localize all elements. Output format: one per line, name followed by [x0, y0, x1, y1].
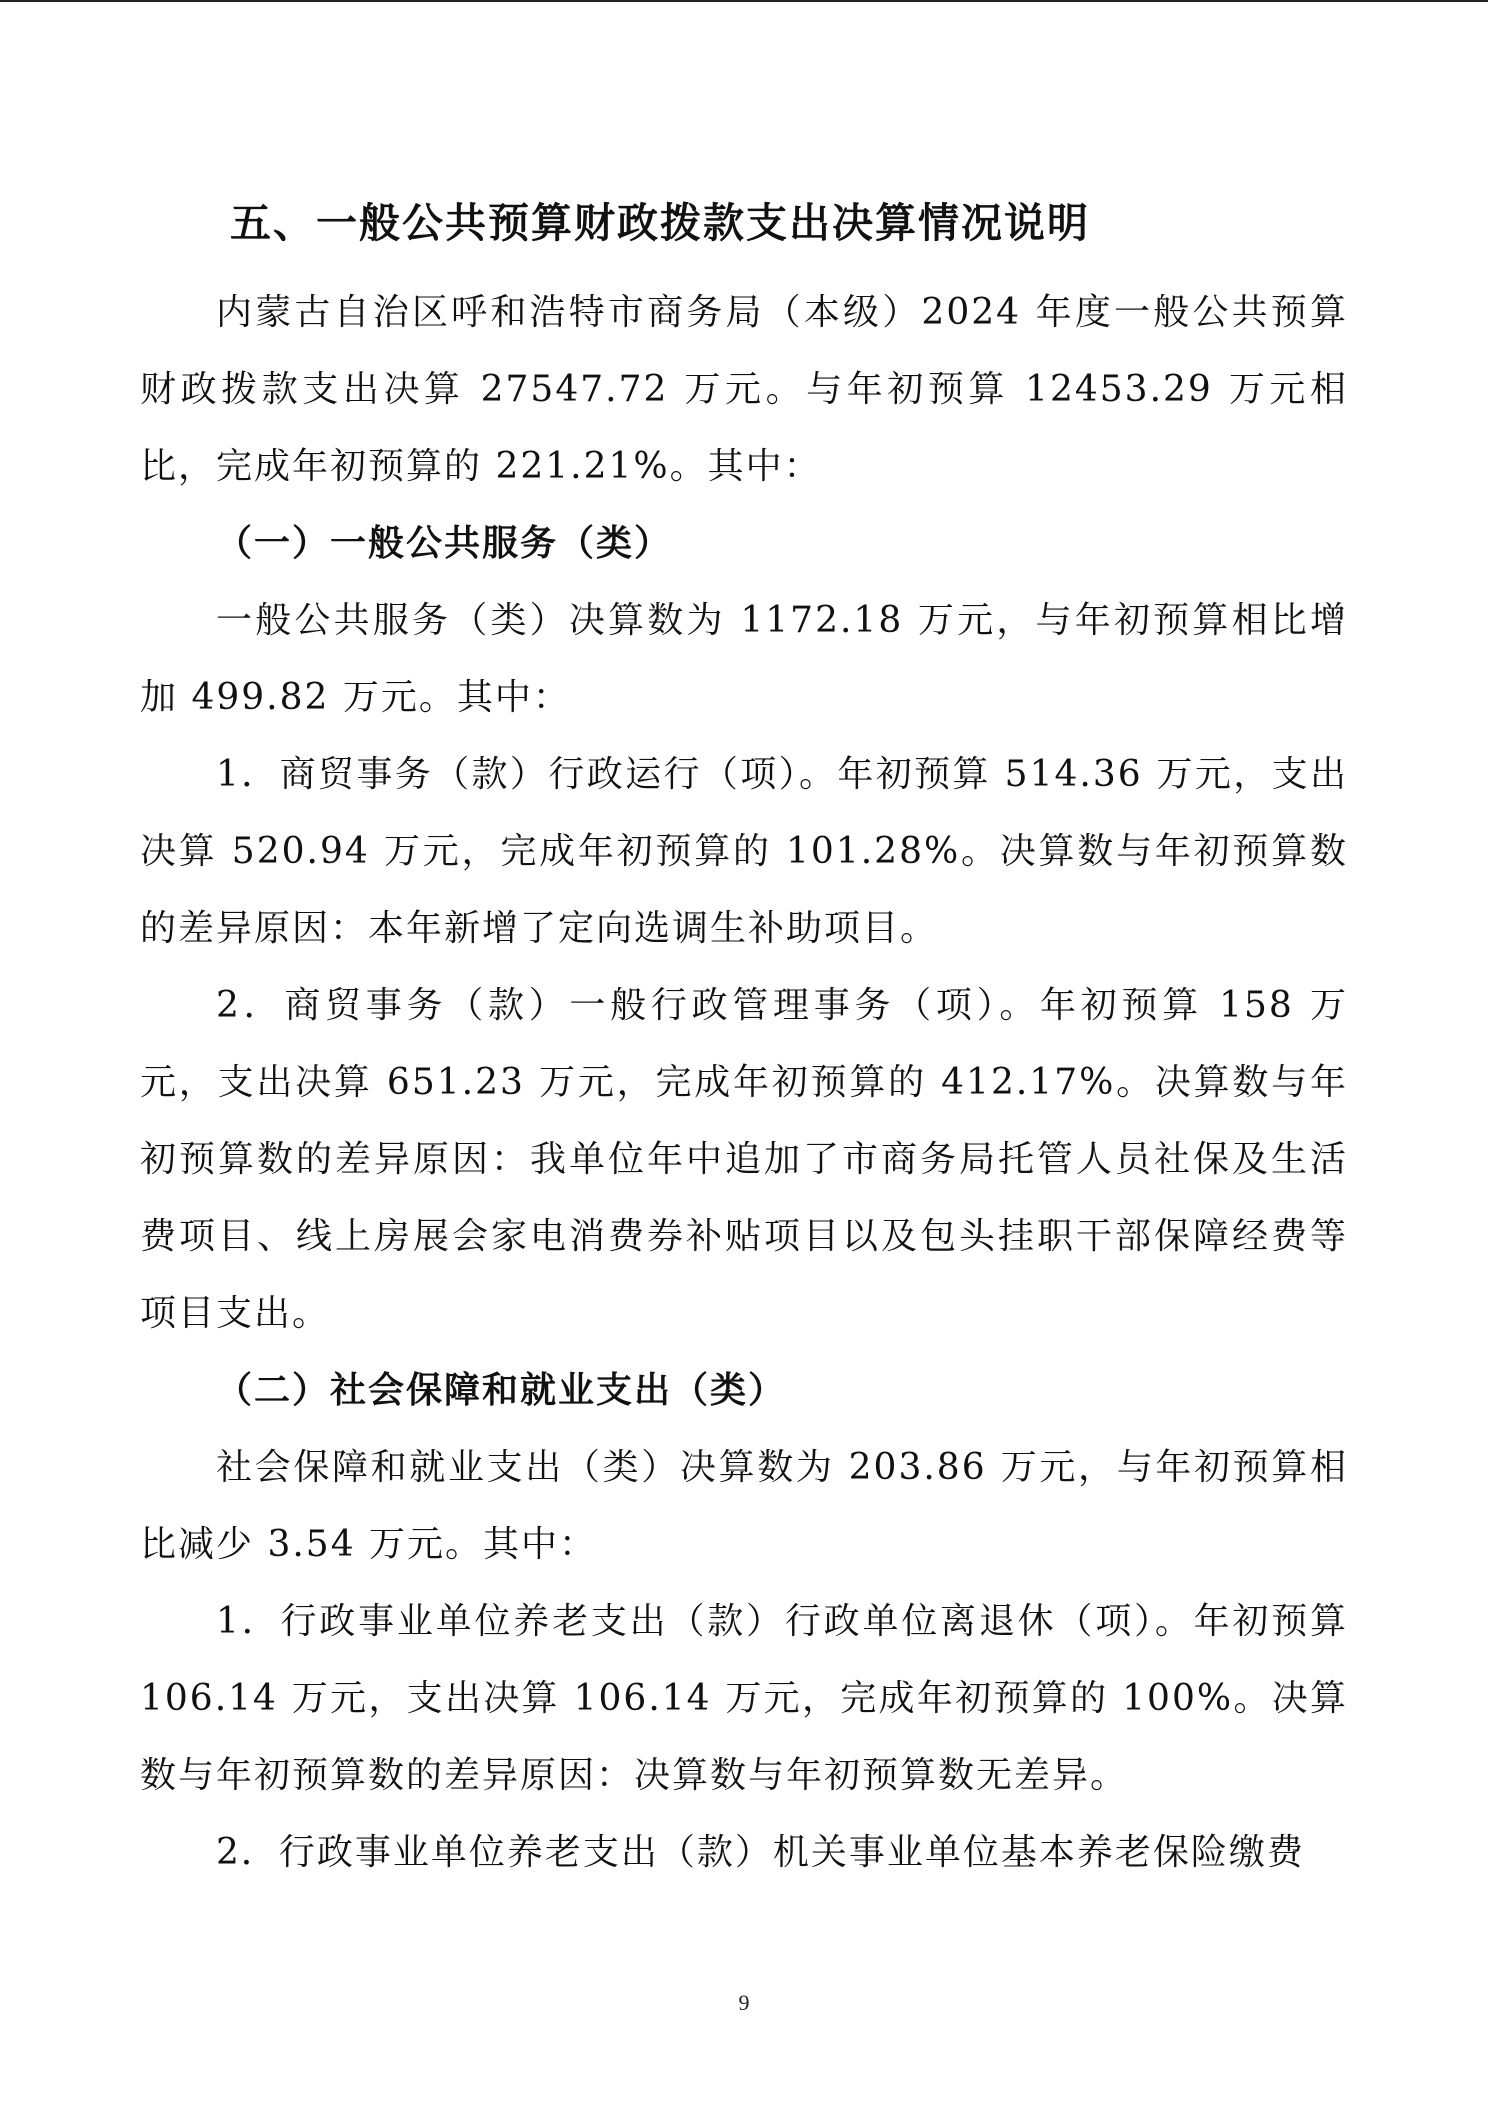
section2-item1: 1．行政事业单位养老支出（款）行政单位离退休（项）。年初预算 106.14 万元，支出决算 106.14 万元，完成年初预算的 100%。决算数与年初预算数的差异原因：决算数与年初预算数无差异。 — [140, 1601, 1348, 1796]
section1-heading: （一）一般公共服务（类） — [216, 523, 673, 564]
intro-paragraph: 内蒙古自治区呼和浩特市商务局（本级）2024 年度一般公共预算财政拨款支出决算 27547.72 万元。与年初预算 12453.29 万元相比，完成年初预算的 221.21%。其中： — [140, 292, 1348, 487]
section1-item2: 2．商贸事务（款）一般行政管理事务（项）。年初预算 158 万元，支出决算 651.23 万元，完成年初预算的 412.17%。决算数与年初预算数的差异原因：我单位年中追加了市商务局托管人员社保及生活费项目、线上房展会家电消费券补贴项目以及包头挂职干部保障经费等项目支出。 — [140, 985, 1348, 1334]
top-border-line — [0, 0, 1488, 2]
section2-heading: （二）社会保障和就业支出（类） — [216, 1370, 787, 1411]
section2-item2: 2．行政事业单位养老支出（款）机关事业单位基本养老保险缴费 — [216, 1832, 1305, 1873]
section1-summary: 一般公共服务（类）决算数为 1172.18 万元，与年初预算相比增加 499.82 万元。其中： — [140, 600, 1348, 718]
section1-item1: 1．商贸事务（款）行政运行（项）。年初预算 514.36 万元，支出决算 520.94 万元，完成年初预算的 101.28%。决算数与年初预算数的差异原因：本年新增了定向选调生补助项目。 — [140, 754, 1348, 949]
page-number: 9 — [738, 1990, 750, 2015]
section2-summary: 社会保障和就业支出（类）决算数为 203.86 万元，与年初预算相比减少 3.54 万元。其中： — [140, 1447, 1348, 1565]
document-body — [140, 190, 1348, 1891]
section-title: 五、一般公共预算财政拨款支出决算情况说明 — [230, 199, 1090, 247]
